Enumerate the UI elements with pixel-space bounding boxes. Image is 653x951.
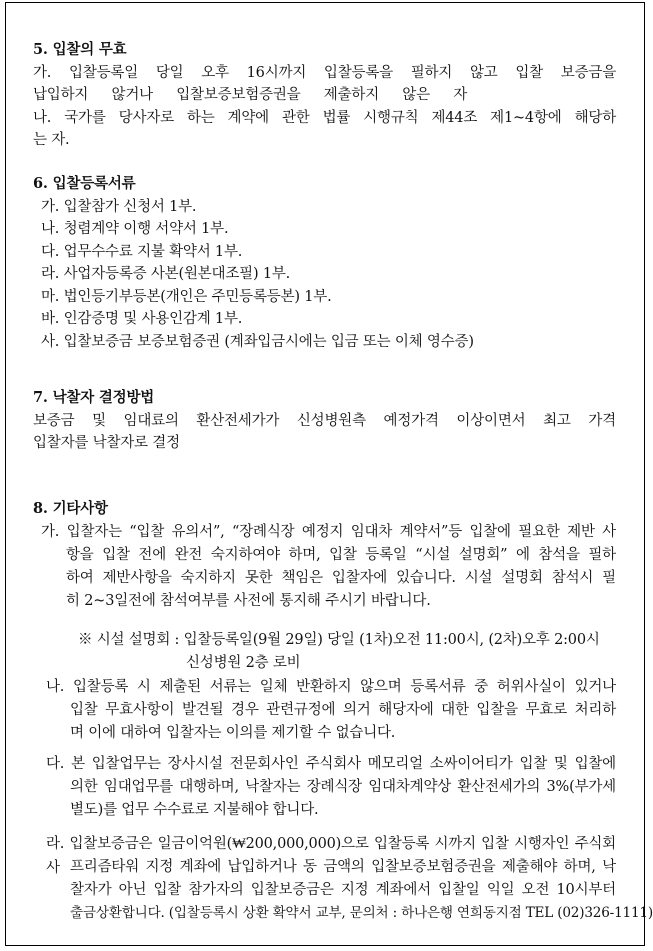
section5-line-1: 가. 입찰등록일 당일 오후 16시까지 입찰등록을 필하지 않고 입찰 보증금을	[33, 65, 616, 81]
section6-item-ga: 가. 입찰참가 신청서 1부.	[41, 199, 197, 215]
section8-ra-line-4: 출금상환합니다. (입찰등록시 상환 확약서 교부, 문의처 : 하나은행 연희동지점 TEL (02)326-1111)	[70, 905, 653, 921]
section6-item-na: 나. 청렴계약 이행 서약서 1부.	[41, 221, 229, 237]
section8-note-line-2: 신성병원 2층 로비	[186, 655, 301, 671]
section6-item-ra: 라. 사업자등록증 사본(원본대조필) 1부.	[41, 266, 291, 282]
section6-item-sa: 사. 입찰보증금 보증보험증권 (계좌입금시에는 입금 또는 이체 영수증)	[41, 334, 474, 350]
section8-note-line-1: ※ 시설 설명회 : 입찰등록일(9월 29일) 당일 (1차)오전 11:00시, (2차)오후 2:00시	[78, 632, 600, 648]
section8-heading: 8. 기타사항	[33, 500, 108, 517]
section8-na-line-1: 나. 입찰등록 시 제출된 서류는 일체 반환하지 않으며 등록서류 중 허위사실이 있거나	[46, 679, 616, 695]
document-page	[5, 2, 653, 946]
section6-item-ba: 바. 인감증명 및 사용인감계 1부.	[41, 311, 243, 327]
section7-line-2: 입찰자를 낙찰자로 결정	[33, 435, 180, 451]
section8-da-line-3: 별도)를 업무 수수료로 지불해야 합니다.	[70, 802, 319, 818]
section8-na-line-3: 며 이에 대하여 입찰자는 이의를 제기할 수 없습니다.	[70, 725, 396, 741]
section8-ga-line-4: 히 2~3일전에 참석여부를 사전에 통지해 주시기 바랍니다.	[66, 593, 431, 609]
section7-line-1: 보증금 및 임대료의 환산전세가가 신성병원측 예정가격 이상이면서 최고 가격	[33, 413, 616, 429]
section8-ga-line-3: 하여 제반사항을 숙지하지 못한 책임은 입찰자에 있습니다. 시설 설명회 참석시 필	[66, 570, 616, 586]
section5-line-2: 납입하지 않거나 입찰보증보험증권을 제출하지 않은 자	[33, 87, 467, 103]
section6-item-ma: 마. 법인등기부등본(개인은 주민등록등본) 1부.	[41, 289, 332, 305]
section5-line-3: 나. 국가를 당사자로 하는 계약에 관한 법률 시행규칙 제44조 제1~4항에 해당하	[33, 110, 616, 126]
section8-na-line-2: 입찰 무효사항이 발견될 경우 관련규정에 의거 해당자에 대한 입찰을 무효로 처리하	[70, 702, 616, 718]
section8-ra-line-3: 찰자가 아닌 입찰 참가자의 입찰보증금은 지정 계좌에서 입찰일 익일 오전 10시부터	[70, 882, 616, 898]
section6-heading: 6. 입찰등록서류	[33, 175, 136, 192]
section8-da-line-1: 다. 본 입찰업무는 장사시설 전문회사인 주식회사 메모리얼 소싸이어티가 입찰 및 입찰에	[46, 756, 616, 772]
section7-heading: 7. 낙찰자 결정방법	[33, 389, 155, 406]
section8-ga-line-2: 항을 입찰 전에 완전 숙지하여야 하며, 입찰 등록일 “시설 설명회” 에 참석을 필하	[66, 547, 616, 563]
section5-line-4: 는 자.	[33, 132, 70, 148]
section8-ga-line-1: 가. 입찰자는 “입찰 유의서”, “장례식장 예정지 임대차 계약서”등 입찰에 필요한 제반 사	[41, 524, 616, 540]
section8-ra-line-1: 라. 입찰보증금은 일금이억원(₩200,000,000)으로 입찰등록 시까지 입찰 시행자인 주식회사	[46, 836, 616, 876]
section5-heading: 5. 입찰의 무효	[33, 41, 127, 58]
section8-da-line-2: 의한 임대업무를 대행하며, 낙찰자는 장례식장 임대차계약상 환산전세가의 3%(부가세	[70, 779, 616, 795]
section8-ra-line-2: 프리즘타워 지정 계좌에 납입하거나 동 금액의 입찰보증보험증권을 제출해야 하며, 낙	[70, 859, 616, 875]
section6-item-da: 다. 업무수수료 지불 확약서 1부.	[41, 244, 243, 260]
